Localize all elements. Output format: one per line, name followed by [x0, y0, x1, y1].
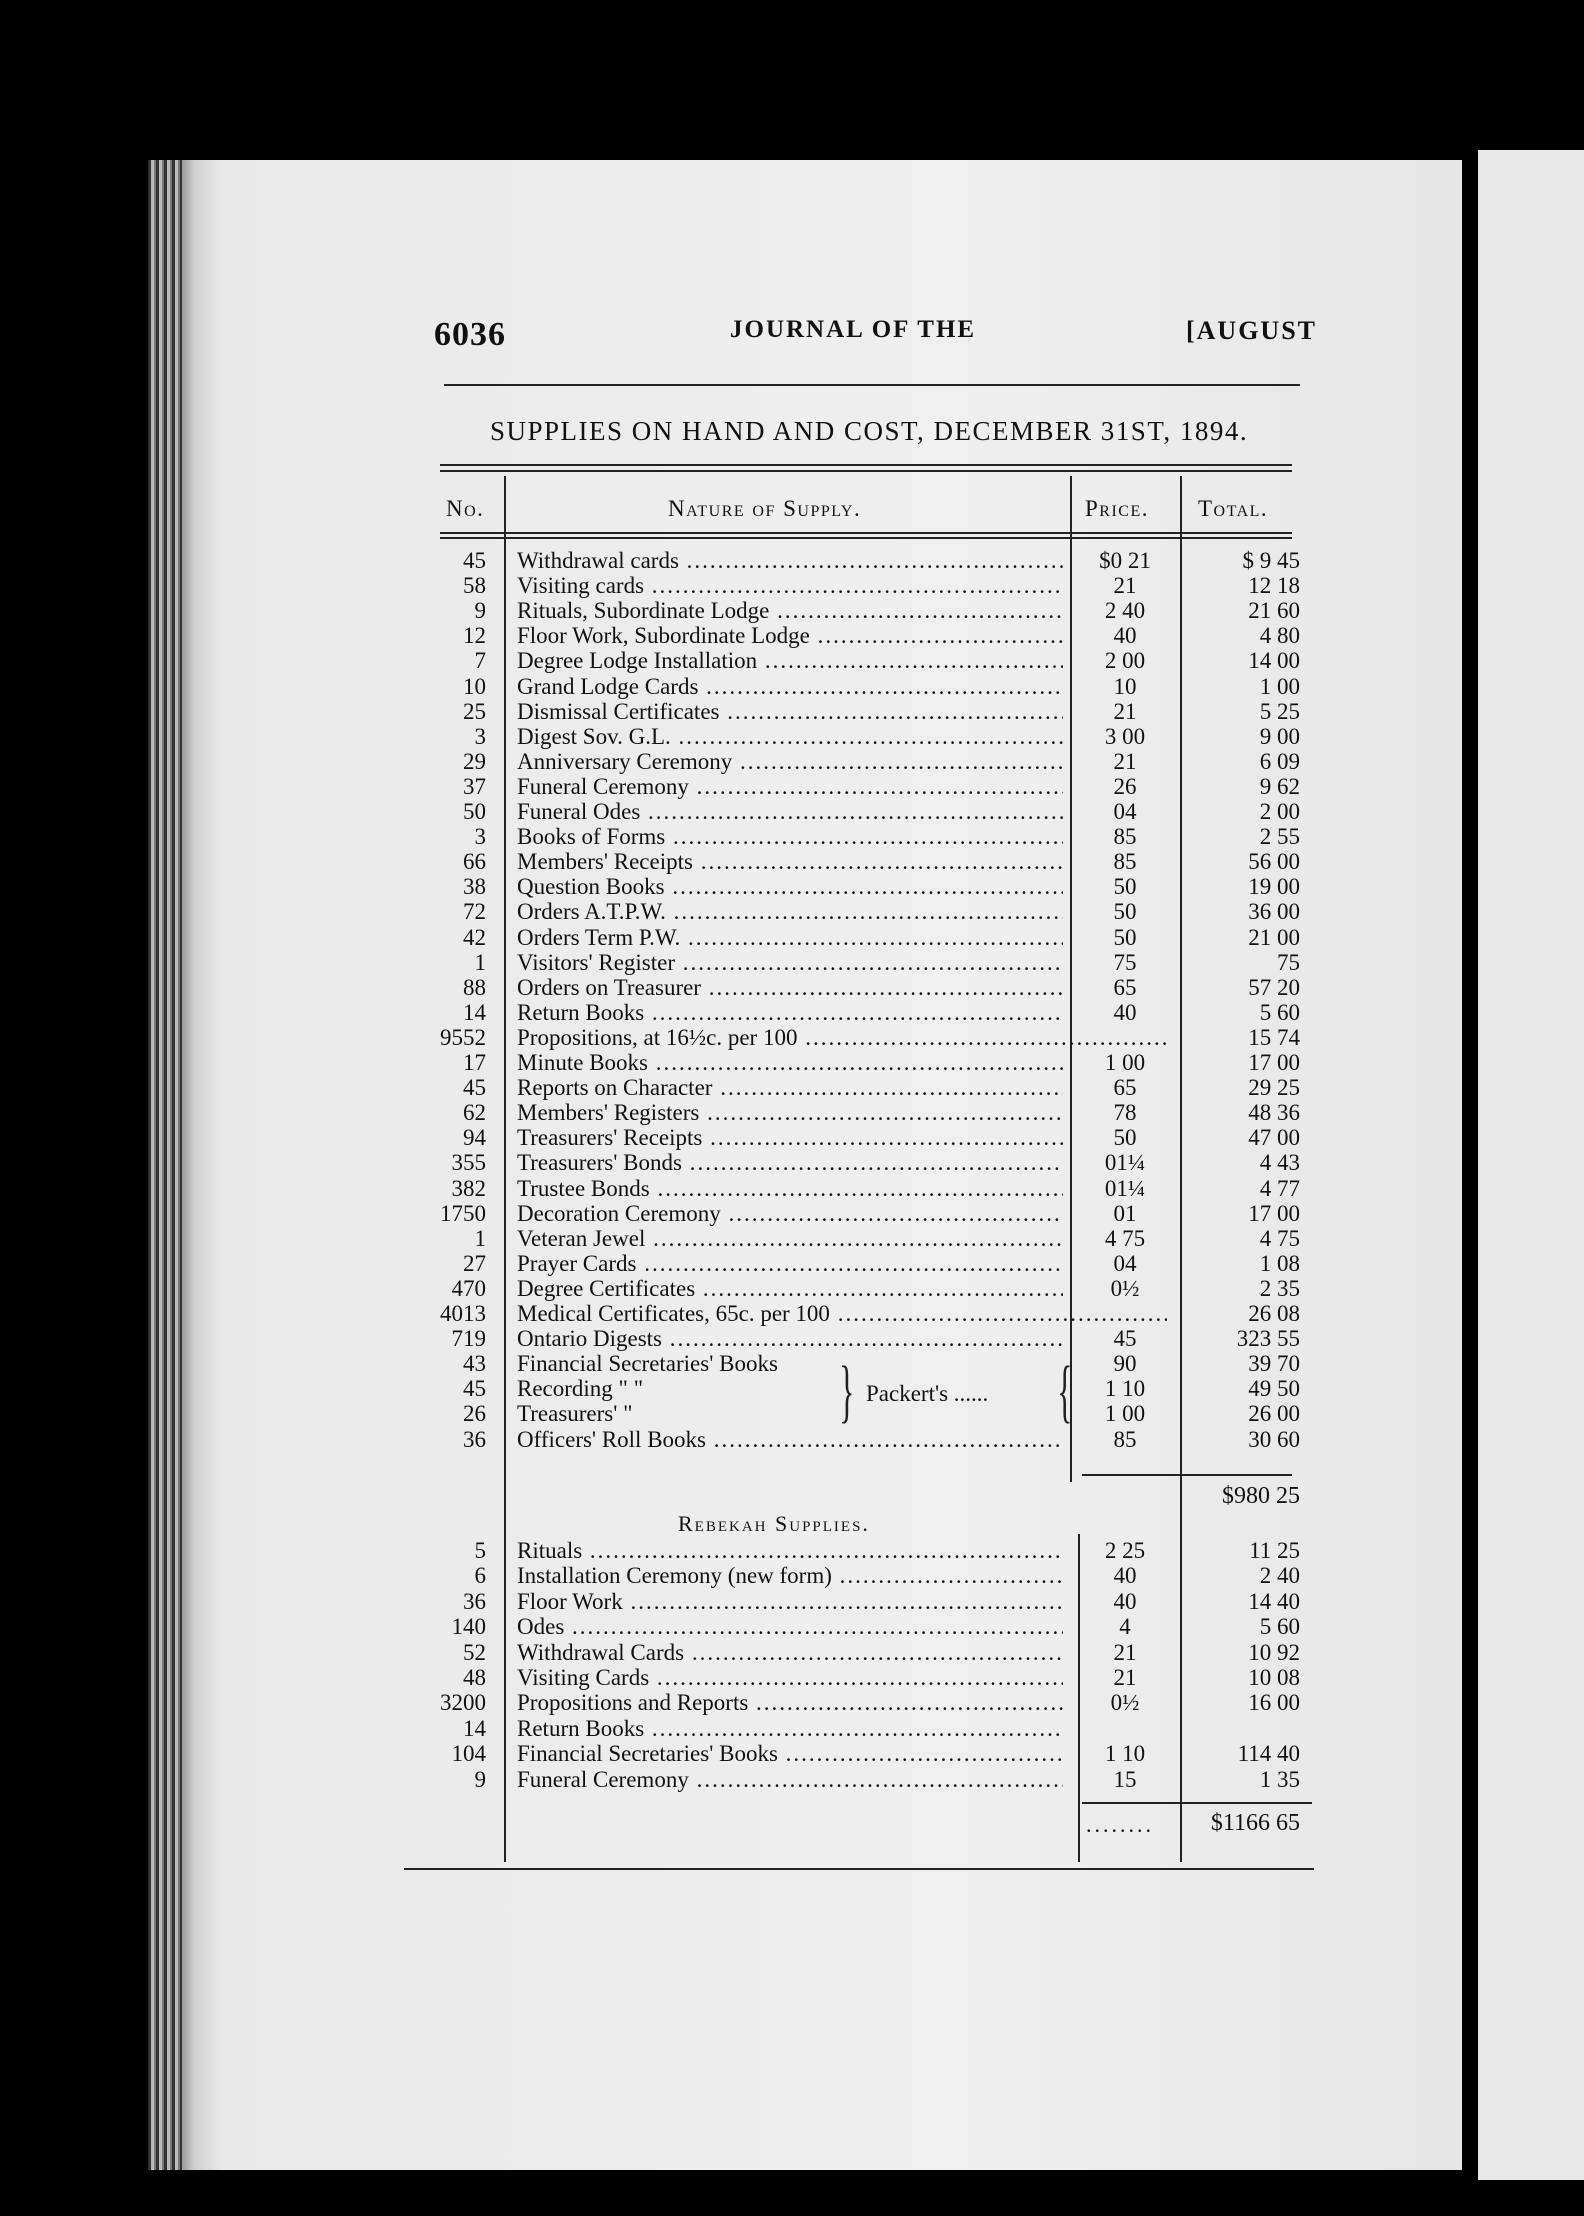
table-row [0, 1376, 1584, 1401]
row-total: 11 25 [1249, 1538, 1300, 1563]
table-row [0, 1100, 1584, 1125]
row-item: Recording " " [517, 1376, 644, 1402]
table-row [0, 1150, 1584, 1175]
row-item: Propositions, at 16½c. per 100 ..... [517, 1025, 1167, 1050]
row-number: 29 [463, 748, 486, 774]
row-price: 15 [1113, 1766, 1137, 1792]
row-price: 4 75 [1104, 1225, 1146, 1251]
row-number: 10 [463, 673, 486, 699]
row-price: $0 21 [1099, 548, 1151, 573]
row-total: 47 00 [1248, 1125, 1300, 1151]
row-price: 40 [1113, 623, 1137, 649]
row-total: 5 25 [1259, 698, 1300, 724]
col-head-total: Total. [1198, 496, 1269, 521]
table-row [0, 824, 1584, 849]
table-row [0, 1025, 1584, 1050]
row-price: 01 [1113, 1200, 1137, 1226]
row-total: 4 75 [1259, 1225, 1300, 1251]
row-number: 58 [463, 573, 486, 599]
table-row [0, 1226, 1584, 1251]
row-item: Ontario Digests ..... [517, 1326, 1063, 1351]
table-row [0, 1050, 1584, 1075]
brace-left: } [839, 1353, 855, 1430]
row-total: 56 00 [1248, 849, 1300, 875]
row-item: Books of Forms ..... [517, 824, 1063, 849]
row-price: 1 10 [1104, 1376, 1146, 1402]
running-title: JOURNAL OF THE [730, 316, 977, 343]
row-number: 12 [463, 623, 486, 649]
table-row [0, 1640, 1584, 1665]
row-total: 4 77 [1259, 1175, 1300, 1201]
row-item: Orders Term P.W. ..... [517, 925, 1063, 950]
row-item: Prayer Cards ..... [517, 1251, 1063, 1276]
table-row [0, 598, 1584, 623]
table-row [0, 1563, 1584, 1588]
row-item: Dismissal Certificates ..... [517, 699, 1063, 724]
row-total: 57 20 [1248, 974, 1300, 1000]
table-row [0, 1276, 1584, 1301]
row-item: Anniversary Ceremony ..... [517, 749, 1063, 774]
row-item: Withdrawal Cards ..... [517, 1640, 1063, 1665]
row-number: 3200 [440, 1690, 486, 1716]
row-item: Odes ..... [517, 1614, 1063, 1639]
row-item: Funeral Odes ..... [517, 799, 1063, 824]
row-item: Installation Ceremony (new form) ..... [517, 1563, 1063, 1588]
table-row [0, 1251, 1584, 1276]
row-number: 4013 [440, 1301, 486, 1326]
row-item: Minute Books ..... [517, 1050, 1063, 1075]
row-total: 30 60 [1248, 1426, 1300, 1452]
row-price: 21 [1113, 1639, 1137, 1665]
row-number: 140 [451, 1614, 486, 1640]
row-number: 88 [463, 974, 486, 1000]
row-item: Medical Certificates, 65c. per 100 ..... [517, 1301, 1167, 1326]
row-price: 65 [1113, 1075, 1137, 1101]
grand-total-rule [1082, 1802, 1312, 1804]
row-item: Financial Secretaries' Books ..... [517, 1741, 1063, 1766]
row-number: 17 [463, 1050, 486, 1075]
table-row [0, 925, 1584, 950]
row-price: 0½ [1110, 1690, 1140, 1716]
row-number: 25 [463, 698, 486, 724]
row-price: 75 [1113, 949, 1137, 975]
row-total: 12 18 [1248, 573, 1300, 599]
row-price: 21 [1113, 748, 1137, 774]
row-item: Question Books ..... [517, 874, 1063, 899]
row-total: 17 00 [1248, 1050, 1300, 1075]
row-total: 14 40 [1248, 1588, 1300, 1614]
row-number: 9552 [440, 1024, 486, 1050]
row-number: 42 [463, 924, 486, 950]
col-head-no: No. [446, 496, 485, 521]
row-number: 27 [463, 1250, 486, 1276]
row-price: 2 40 [1104, 598, 1146, 624]
row-total: 21 60 [1248, 598, 1300, 624]
row-total: 17 00 [1248, 1200, 1300, 1226]
row-total: 14 00 [1248, 648, 1300, 674]
table-row [0, 849, 1584, 874]
row-price: 40 [1113, 1588, 1137, 1614]
section-title: SUPPLIES ON HAND AND COST, DECEMBER 31ST, 1894. [490, 416, 1249, 446]
subtotal: $980 25 [1222, 1483, 1300, 1509]
row-total: 2 55 [1259, 824, 1300, 850]
row-number: 36 [463, 1588, 486, 1614]
row-item: Veteran Jewel ..... [517, 1226, 1063, 1251]
row-total: 48 36 [1248, 1100, 1300, 1126]
row-total: 29 25 [1248, 1075, 1300, 1101]
page-number: 6036 [434, 316, 506, 353]
row-price: 45 [1113, 1326, 1137, 1352]
row-total: 75 [1277, 949, 1300, 975]
row-price: 1 00 [1104, 1050, 1146, 1075]
row-total: 21 00 [1248, 924, 1300, 950]
title-rule-2 [440, 470, 1292, 472]
row-price: 50 [1113, 1125, 1137, 1151]
row-price: 50 [1113, 924, 1137, 950]
row-total: 9 00 [1259, 723, 1300, 749]
row-item: Orders on Treasurer ..... [517, 975, 1063, 1000]
row-total: 4 43 [1259, 1150, 1300, 1176]
packert-label: Packert's ...... [866, 1381, 989, 1406]
table-row [0, 1741, 1584, 1766]
table-row [0, 1589, 1584, 1614]
row-number: 14 [463, 999, 486, 1025]
table-row [0, 975, 1584, 1000]
row-number: 94 [463, 1125, 486, 1151]
table-row [0, 899, 1584, 924]
row-total: 36 00 [1248, 899, 1300, 925]
row-number: 45 [463, 1376, 486, 1402]
rebekah-heading: Rebekah Supplies. [678, 1511, 870, 1536]
row-item: Rituals ..... [517, 1538, 1063, 1563]
row-number: 36 [463, 1426, 486, 1452]
row-item: Rituals, Subordinate Lodge ..... [517, 598, 1063, 623]
row-price: 0½ [1110, 1275, 1140, 1301]
row-item: Grand Lodge Cards ..... [517, 674, 1063, 699]
row-number: 3 [474, 723, 486, 749]
row-number: 3 [474, 824, 486, 850]
table-row [0, 1075, 1584, 1100]
table-row [0, 548, 1584, 573]
row-price: 90 [1113, 1351, 1137, 1377]
row-number: 7 [474, 648, 486, 674]
row-item: Withdrawal cards ..... [517, 548, 1063, 573]
table-row [0, 674, 1584, 699]
bottom-rule [404, 1868, 1314, 1870]
row-price: 4 [1119, 1614, 1131, 1640]
running-month: [AUGUST [1186, 316, 1318, 345]
row-total: 2 35 [1259, 1275, 1300, 1301]
row-total: 1 00 [1259, 673, 1300, 699]
row-number: 5 [474, 1538, 486, 1563]
row-price: 2 00 [1104, 648, 1146, 674]
row-total: 4 80 [1259, 623, 1300, 649]
row-number: 104 [451, 1741, 486, 1767]
row-total: 323 55 [1236, 1326, 1300, 1352]
subtotal-rule [1082, 1474, 1292, 1476]
row-total: 19 00 [1248, 874, 1300, 900]
row-number: 355 [451, 1150, 486, 1176]
row-total: 5 60 [1259, 999, 1300, 1025]
row-item: Visiting cards ..... [517, 573, 1063, 598]
row-item: Decoration Ceremony ..... [517, 1201, 1063, 1226]
row-price: 85 [1113, 824, 1137, 850]
col-head-rule-2 [440, 537, 1292, 539]
table-row [0, 1767, 1584, 1792]
row-number: 1 [474, 949, 486, 975]
row-total: 2 00 [1259, 799, 1300, 824]
row-price: 10 [1113, 673, 1137, 699]
row-item: Digest Sov. G.L. ..... [517, 724, 1063, 749]
row-item: Treasurers' Bonds ..... [517, 1150, 1063, 1175]
table-row [0, 648, 1584, 673]
row-item: Propositions and Reports ..... [517, 1690, 1063, 1715]
row-item: Return Books ..... [517, 1716, 1063, 1741]
table-row [0, 1125, 1584, 1150]
title-rule-1 [440, 464, 1292, 466]
row-total: 26 00 [1248, 1401, 1300, 1427]
row-number: 382 [451, 1175, 486, 1201]
row-item: Treasurers' " [517, 1401, 633, 1427]
row-number: 37 [463, 773, 486, 799]
row-total: 1 35 [1259, 1766, 1300, 1792]
table-row [0, 749, 1584, 774]
row-price: 50 [1113, 874, 1137, 900]
row-total: 16 00 [1248, 1690, 1300, 1716]
row-item: Degree Certificates ..... [517, 1276, 1063, 1301]
row-item: Financial Secretaries' Books [517, 1351, 778, 1377]
row-total: 9 62 [1259, 773, 1300, 799]
row-number: 72 [463, 899, 486, 925]
row-price: 04 [1113, 1250, 1137, 1276]
table-row [0, 623, 1584, 648]
col-head-rule-1 [440, 532, 1292, 534]
row-total: 1 08 [1259, 1250, 1300, 1276]
row-price: 85 [1113, 1426, 1137, 1452]
row-price: 78 [1113, 1100, 1137, 1126]
row-number: 6 [474, 1563, 486, 1589]
row-price: 21 [1113, 1665, 1137, 1690]
table-row [0, 1665, 1584, 1690]
col-head-nature: Nature of Supply. [668, 496, 862, 521]
row-total: $ 9 45 [1242, 548, 1300, 573]
row-price: 40 [1113, 999, 1137, 1025]
row-number: 9 [474, 1766, 486, 1792]
row-number: 50 [463, 799, 486, 824]
row-number: 14 [463, 1715, 486, 1741]
row-number: 38 [463, 874, 486, 900]
row-item: Degree Lodge Installation ..... [517, 648, 1063, 673]
row-number: 43 [463, 1351, 486, 1377]
table-row [0, 1690, 1584, 1715]
row-price: 01¼ [1104, 1175, 1146, 1201]
row-number: 470 [451, 1275, 486, 1301]
row-price: 1 10 [1104, 1741, 1146, 1767]
row-price: 21 [1113, 698, 1137, 724]
table-row [0, 1351, 1584, 1376]
table-row [0, 1176, 1584, 1201]
row-number: 45 [463, 548, 486, 573]
row-number: 45 [463, 1075, 486, 1101]
table-row [0, 1427, 1584, 1452]
brace-right: { [1057, 1353, 1073, 1430]
row-number: 62 [463, 1100, 486, 1126]
table-row [0, 1538, 1584, 1563]
row-number: 9 [474, 598, 486, 624]
table-row [0, 1000, 1584, 1025]
row-item: Funeral Ceremony ..... [517, 774, 1063, 799]
table-row [0, 1326, 1584, 1351]
row-total: 26 08 [1248, 1301, 1300, 1326]
row-price: 85 [1113, 849, 1137, 875]
grand-total-dots: ........ [1086, 1812, 1154, 1837]
row-number: 719 [451, 1326, 486, 1352]
row-item: Members' Receipts ..... [517, 849, 1063, 874]
row-number: 52 [463, 1639, 486, 1665]
table-row [0, 874, 1584, 899]
table-row [0, 950, 1584, 975]
row-total: 2 40 [1259, 1563, 1300, 1589]
row-item: Funeral Ceremony ..... [517, 1767, 1063, 1792]
row-total: 10 92 [1248, 1639, 1300, 1665]
row-item: Officers' Roll Books ..... [517, 1427, 1063, 1452]
row-item: Orders A.T.P.W. ..... [517, 899, 1063, 924]
row-item: Floor Work, Subordinate Lodge ..... [517, 623, 1063, 648]
table-row [0, 1201, 1584, 1226]
row-item: Trustee Bonds ..... [517, 1176, 1063, 1201]
row-price: 01¼ [1104, 1150, 1146, 1176]
row-price: 50 [1113, 899, 1137, 925]
row-price: 21 [1113, 573, 1137, 599]
table-row [0, 699, 1584, 724]
row-total: 10 08 [1248, 1665, 1300, 1690]
row-number: 26 [463, 1401, 486, 1427]
table-row [0, 573, 1584, 598]
row-total: 114 40 [1237, 1741, 1300, 1767]
row-total: 39 70 [1248, 1351, 1300, 1377]
row-total: 15 74 [1248, 1024, 1300, 1050]
row-item: Treasurers' Receipts ..... [517, 1125, 1063, 1150]
row-price: 26 [1113, 773, 1137, 799]
grand-total: $1166 65 [1210, 1810, 1300, 1836]
row-number: 66 [463, 849, 486, 875]
table-row [0, 774, 1584, 799]
table-row [0, 724, 1584, 749]
row-price: 1 00 [1104, 1401, 1146, 1427]
row-item: Floor Work ..... [517, 1589, 1063, 1614]
table-row [0, 1716, 1584, 1741]
row-item: Return Books ..... [517, 1000, 1063, 1025]
row-item: Reports on Character ..... [517, 1075, 1063, 1100]
row-price: 3 00 [1104, 723, 1146, 749]
row-total: 6 09 [1259, 748, 1300, 774]
row-price: 65 [1113, 974, 1137, 1000]
row-number: 48 [463, 1665, 486, 1690]
row-price: 2 25 [1104, 1538, 1146, 1563]
row-price: 04 [1113, 799, 1137, 824]
table-row [0, 1301, 1584, 1326]
table-row [0, 799, 1584, 824]
table-row [0, 1401, 1584, 1426]
col-head-price: Price. [1085, 496, 1149, 521]
header-rule [444, 384, 1300, 386]
row-item: Visiting Cards ..... [517, 1665, 1063, 1690]
row-number: 1750 [440, 1200, 486, 1226]
row-item: Visitors' Register ..... [517, 950, 1063, 975]
table-row [0, 1614, 1584, 1639]
row-item: Members' Registers ..... [517, 1100, 1063, 1125]
row-price: 40 [1113, 1563, 1137, 1589]
row-total: 5 60 [1259, 1614, 1300, 1640]
row-total: 49 50 [1248, 1376, 1300, 1402]
row-number: 1 [474, 1225, 486, 1251]
